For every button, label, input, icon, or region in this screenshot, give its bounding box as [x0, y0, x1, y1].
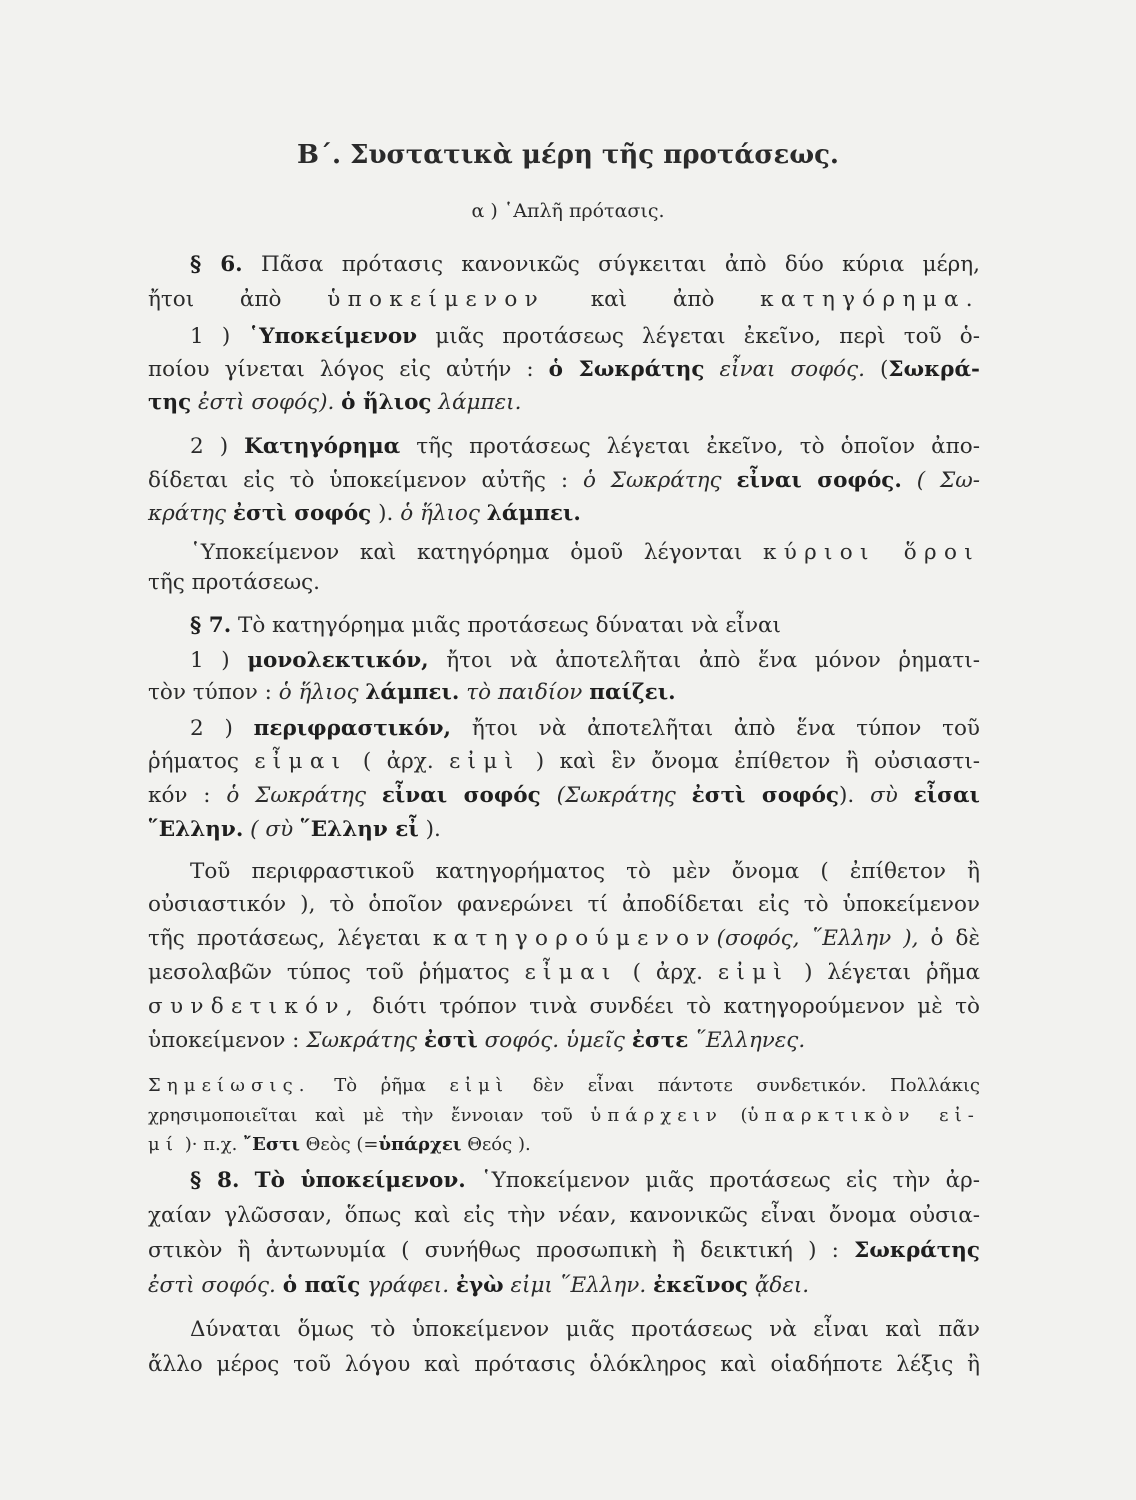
note-line-3: μί )· π.χ. ῎Εστι Θεὸς (=ὑπάρχει Θεός ).: [148, 1134, 531, 1155]
s8-para-line-1: Δύναται ὅμως τὸ ὑποκείμενον μιᾶς προτάσεως νὰ εἶναι καὶ πᾶν: [190, 1317, 980, 1342]
s8-line-2: χαίαν γλῶσσαν, ὅπως καὶ εἰς τὴν νέαν, κανονικῶς εἶναι ὄνομα οὐσια-: [148, 1203, 980, 1228]
section-subtitle: α ) ῾Απλῆ πρότασις.: [471, 200, 665, 222]
s7-line-1: § 7. Τὸ κατηγόρημα μιᾶς προτάσεως δύναται νὰ εἶναι: [190, 613, 781, 638]
s7-para-line-4: μεσολαβῶν τύπος τοῦ ῥήματος εἶμαι ( ἀρχ. εἰμὶ ) λέγεται ῥῆμα: [148, 960, 980, 985]
s7-line-3: τὸν τύπον : ὁ ἥλιος λάμπει. τὸ παιδίον παίζει.: [148, 680, 676, 705]
s8-para-line-2: ἄλλο μέρος τοῦ λόγου καὶ πρότασις ὁλόκληρος καὶ οἱαδήποτε λέξις ἢ: [148, 1352, 980, 1377]
s7-para-line-3: τῆς προτάσεως, λέγεται κατηγορούμενον(σοφός, ῞Ελλην ), ὁ δὲ: [148, 926, 980, 951]
s7-line-2: 1 ) μονολεκτικόν, ἤτοι νὰ ἀποτελῆται ἀπὸ ἕνα μόνον ῥηματι-: [190, 648, 980, 673]
chapter-title: Β΄. Συστατικὰ μέρη τῆς προτάσεως.: [297, 140, 839, 170]
s7-para-line-2: οὐσιαστικόν ), τὸ ὁποῖον φανερώνει τί ἀποδίδεται εἰς τὸ ὑποκείμενον: [148, 892, 980, 917]
s6-line-3: 1 ) ῾Υποκείμενον μιᾶς προτάσεως λέγεται ἐκεῖνο, περὶ τοῦ ὁ-: [190, 324, 980, 349]
note-line-2: χρησιμοποιεῖται καὶ μὲ τὴν ἔννοιαν τοῦ ὑπάρχειν (ὑπαρκτικὸν εἰ-: [148, 1105, 980, 1126]
s6-line-2: ἤτοι ἀπὸ ὑποκείμενον καὶ ἀπὸ κατηγόρημα.: [148, 287, 980, 312]
s6-line-5: της ἐστὶ σοφός). ὁ ἥλιος λάμπει.: [148, 390, 522, 415]
s8-line-3: στικὸν ἢ ἀντωνυμία ( συνήθως προσωπικὴ ἢ δεικτική ) : Σωκράτης: [148, 1238, 980, 1263]
s6-line-7: δίδεται εἰς τὸ ὑποκείμενον αὐτῆς : ὁ Σωκράτης εἶναι σοφός. ( Σω-: [148, 468, 980, 493]
s6-line-10: τῆς προτάσεως.: [148, 570, 320, 595]
s7-para-line-6: ὑποκείμενον : Σωκράτης ἐστὶ σοφός. ὑμεῖς ἐστε ῞Ελληνες.: [148, 1028, 806, 1053]
s7-line-5: ῥήματος εἶμαι ( ἀρχ. εἰμὶ ) καὶ ἓν ὄνομα ἐπίθετον ἢ οὐσιαστι-: [148, 749, 981, 774]
s6-line-9: ῾Υποκείμενον καὶ κατηγόρημα ὁμοῦ λέγονται κύριοι ὅροι: [190, 540, 980, 565]
note-line-1: Σημείωσις. Τὸ ῥῆμα εἰμὶ δὲν εἶναι πάντοτε συνδετικόν. Πολλάκις: [148, 1075, 980, 1096]
s8-line-4: ἐστὶ σοφός. ὁ παῖς γράφει. ἐγὼ εἰμι ῞Ελλην. ἐκεῖνος ᾄδει.: [148, 1273, 810, 1298]
s6-line-4: ποίου γίνεται λόγος εἰς αὐτήν : ὁ Σωκράτης εἶναι σοφός. (Σωκρά-: [148, 357, 980, 382]
s7-line-6: κόν : ὁ Σωκράτης εἶναι σοφός (Σωκράτης ἐστὶ σοφός). σὺ εἶσαι: [148, 783, 980, 808]
s7-para-line-1: Τοῦ περιφραστικοῦ κατηγορήματος τὸ μὲν ὄνομα ( ἐπίθετον ἢ: [190, 859, 980, 884]
s6-line-8: κράτης ἐστὶ σοφός ). ὁ ἥλιος λάμπει.: [148, 501, 581, 526]
s7-para-line-5: συνδετικόν, διότι τρόπον τινὰ συνδέει τὸ κατηγορούμενον μὲ τὸ: [148, 994, 980, 1019]
s7-line-4: 2 ) περιφραστικόν, ἤτοι νὰ ἀποτελῆται ἀπὸ ἕνα τύπον τοῦ: [190, 716, 980, 741]
s6-line-6: 2 ) Κατηγόρημα τῆς προτάσεως λέγεται ἐκεῖνο, τὸ ὁποῖον ἀπο-: [190, 434, 980, 459]
s6-line-1: § 6. Πᾶσα πρότασις κανονικῶς σύγκειται ἀπὸ δύο κύρια μέρη,: [190, 252, 980, 277]
s7-line-7: ῞Ελλην. ( σὺ ῞Ελλην εἶ ).: [148, 817, 441, 842]
s8-line-1: § 8. Τὸ ὑποκείμενον. ῾Υποκείμενον μιᾶς προτάσεως εἰς τὴν ἀρ-: [190, 1168, 980, 1193]
